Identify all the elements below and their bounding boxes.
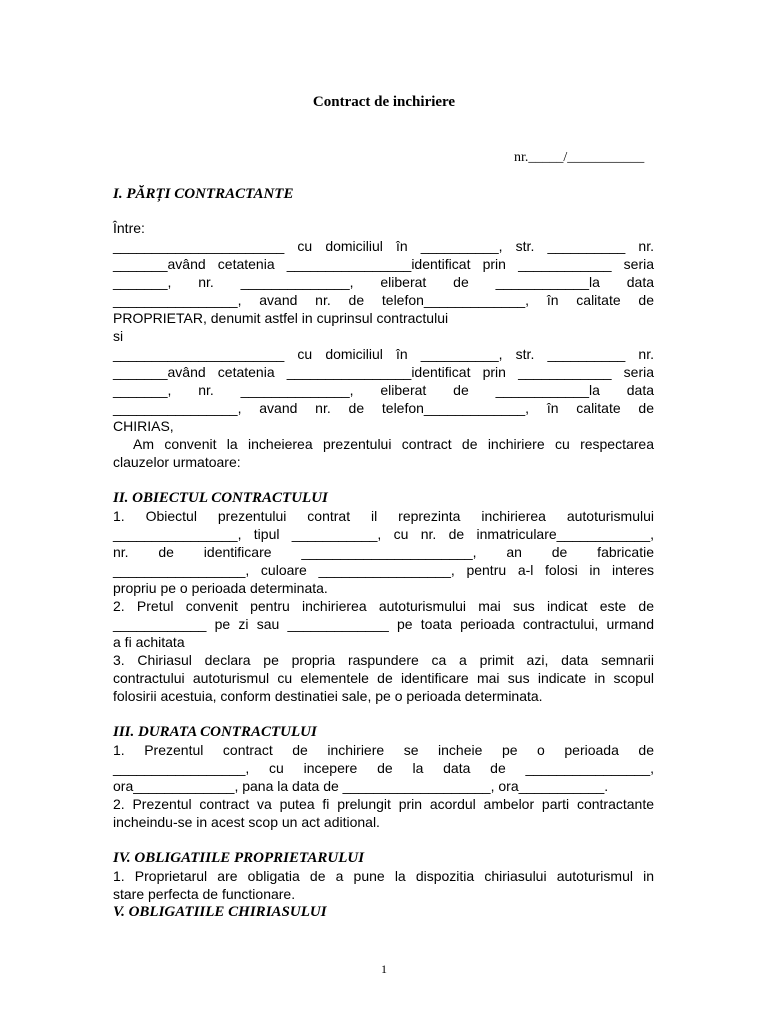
obiect-line: nr. de identificare ______________________, an de fabricatie <box>113 544 654 560</box>
obligatie-line: stare perfecta de functionare. <box>113 886 296 902</box>
document-title: Contract de inchiriere <box>312 94 456 110</box>
obiect-line: _________________, culoare _________________, pentru a-l folosi in interes <box>113 562 654 578</box>
chirias-label: CHIRIAS, <box>113 418 174 434</box>
obiect-line: ________________, tipul ___________, cu nr. de inmatriculare____________, <box>113 526 654 542</box>
page-number: 1 <box>381 962 387 976</box>
section-heading-obligatii-chirias: V. OBLIGATIILE CHIRIASULUI <box>113 904 327 920</box>
obligatie-line: 1. Proprietarul are obligatia de a pune la dispozitia chiriasului autoturismul in <box>113 868 654 884</box>
document-body <box>113 185 654 921</box>
chirias-line: ______________________ cu domiciliul în __________, str. __________ nr. <box>113 346 654 362</box>
prelungire-line: 2. Prezentul contract va putea fi prelungit prin acordul ambelor parti contractante <box>113 796 654 812</box>
obiect-line: propriu pe o perioada determinata. <box>113 580 328 596</box>
pret-line: ____________ pe zi sau _____________ pe toata perioada contractului, urmand <box>113 616 654 632</box>
proprietar-line: ________________, avand nr. de telefon_____________, în calitate de <box>113 292 654 308</box>
pret-line: a fi achitata <box>113 634 185 650</box>
declaratie-line: folosirii acestuia, conform destinatiei sale, pe o perioada determinata. <box>113 688 543 704</box>
proprietar-line: _______, nr. ______________, eliberat de ____________la data <box>113 274 654 290</box>
declaratie-line: 3. Chiriasul declara pe propria raspundere ca a primit azi, data semnarii <box>113 652 654 668</box>
pret-line: 2. Pretul convenit pentru inchirierea autoturismului mai sus indicat este de <box>113 598 654 614</box>
proprietar-label: PROPRIETAR, denumit astfel in cuprinsul contractului <box>113 310 449 326</box>
proprietar-line: _______având cetatenia ________________identificat prin ____________ seria <box>113 256 654 272</box>
section-heading-obligatii-proprietar: IV. OBLIGATIILE PROPRIETARULUI <box>113 850 365 866</box>
declaratie-line: contractului autoturismul cu elementele de identificare mai sus indicate in scopul <box>113 670 654 686</box>
contract-number: nr._____/___________ <box>514 150 645 165</box>
convenit-line: clauzelor urmatoare: <box>113 454 241 470</box>
durata-line: 1. Prezentul contract de inchiriere se incheie pe o perioada de <box>113 742 654 758</box>
convenit-line: Am convenit la incheierea prezentului contract de inchiriere cu respectarea <box>133 436 654 452</box>
section-heading-parti: I. PĂRȚI CONTRACTANTE <box>113 186 294 202</box>
chirias-line: _______, nr. ______________, eliberat de ____________la data <box>113 382 654 398</box>
durata-line: ora_____________, pana la data de ___________________, ora___________. <box>113 778 609 794</box>
chirias-line: _______având cetatenia ________________identificat prin ____________ seria <box>113 364 654 380</box>
proprietar-line: ______________________ cu domiciliul în __________, str. __________ nr. <box>113 238 654 254</box>
section-heading-durata: III. DURATA CONTRACTULUI <box>113 724 317 740</box>
durata-line: _________________, cu incepere de la data de ________________, <box>113 760 654 776</box>
obiect-line: 1. Obiectul prezentului contrat il reprezinta inchirierea autoturismului <box>113 508 654 524</box>
prelungire-line: incheindu-se in acest scop un act aditional. <box>113 814 380 830</box>
section-heading-obiect: II. OBIECTUL CONTRACTULUI <box>113 490 328 506</box>
chirias-line: ________________, avand nr. de telefon_____________, în calitate de <box>113 400 654 416</box>
si-label: si <box>113 328 124 344</box>
intre-label: Între: <box>113 220 145 236</box>
